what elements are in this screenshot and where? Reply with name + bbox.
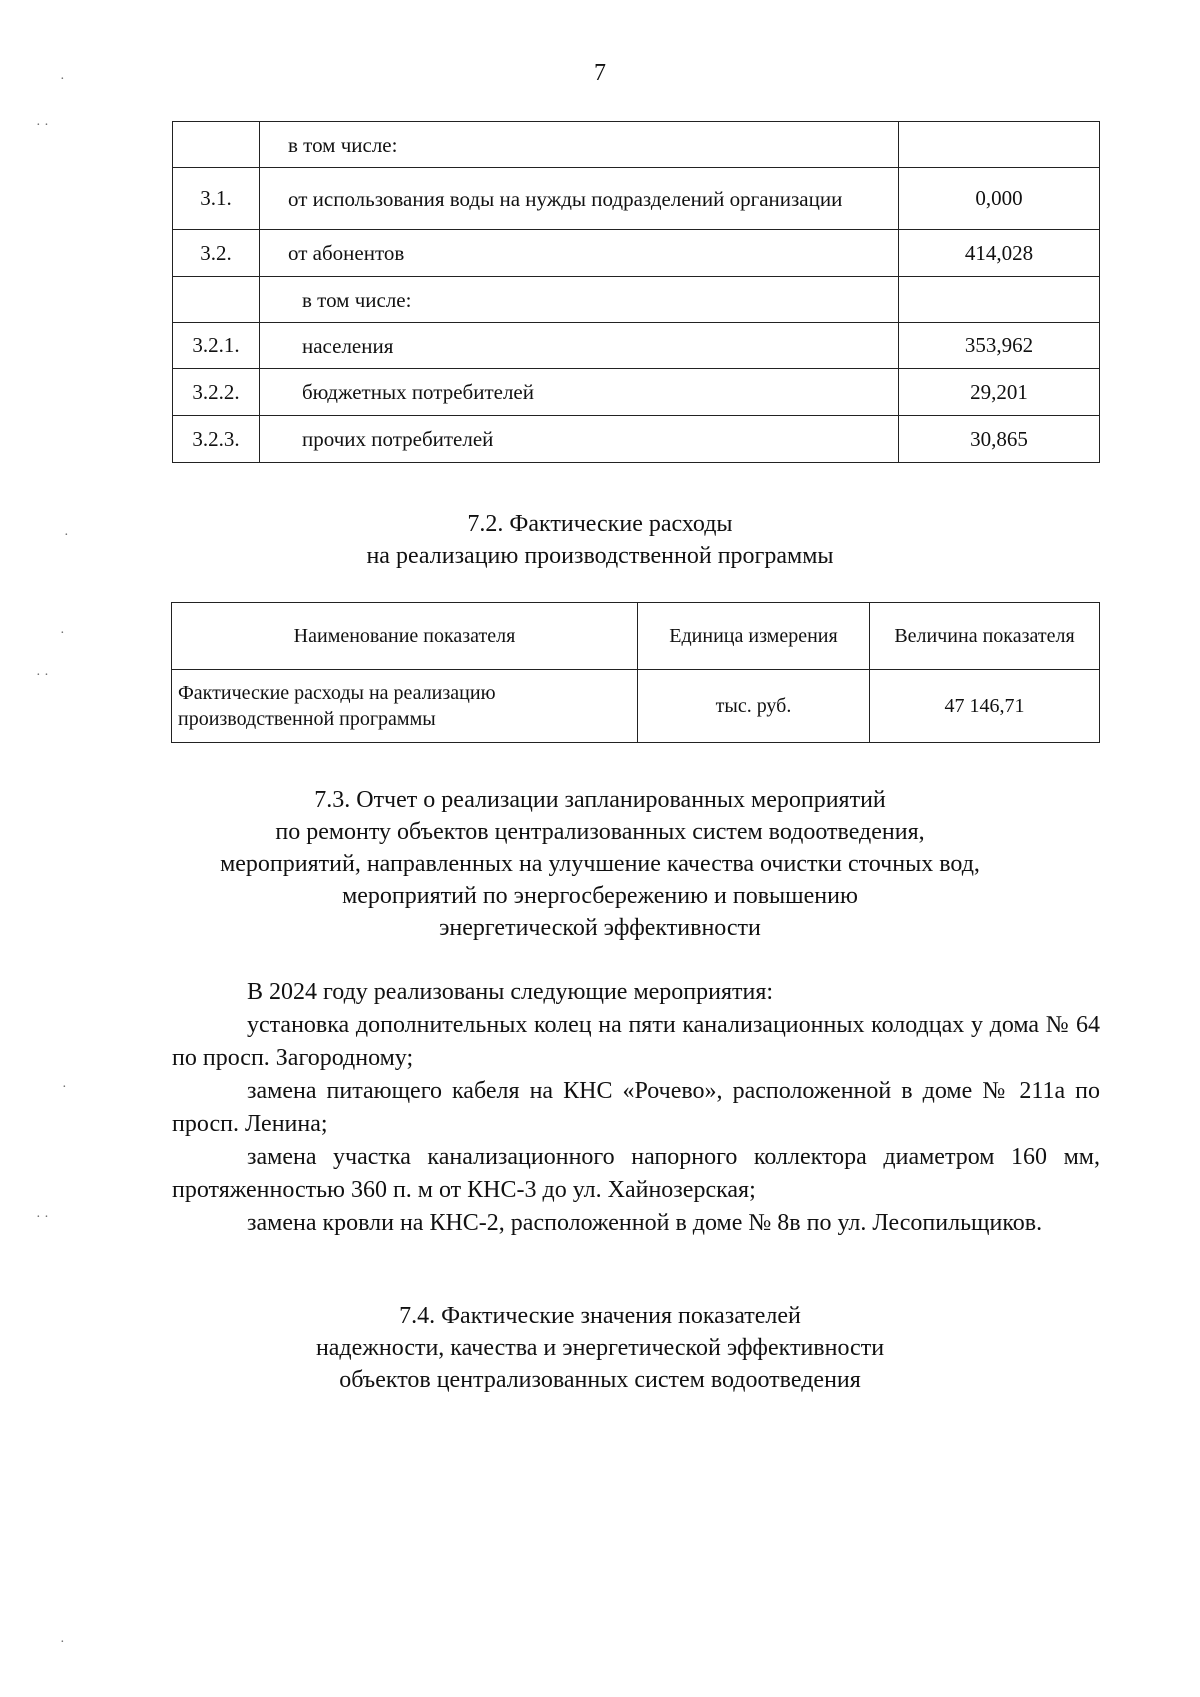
revenue-table <box>172 121 1100 463</box>
row-label: населения <box>260 323 899 369</box>
measure-item: установка дополнительных колец на пяти канализационных колодцах у дома № 64 по просп. Загородному; <box>172 1012 1100 1071</box>
row-label: от использования воды на нужды подразделений организации <box>260 168 899 230</box>
indicator-value: 47 146,71 <box>870 670 1100 743</box>
heading-line: 7.2. Фактические расходы <box>467 511 733 537</box>
heading-line: энергетической эффективности <box>439 915 761 941</box>
column-header: Величина показателя <box>870 603 1100 670</box>
scan-mark: · · <box>36 1210 49 1225</box>
table-row <box>173 122 1100 168</box>
page-number: 7 <box>594 60 606 86</box>
section-7-4-heading <box>0 1300 1200 1396</box>
scan-mark: · <box>60 1635 65 1650</box>
heading-line: мероприятий по энергосбережению и повышению <box>342 883 858 909</box>
heading-line: 7.4. Фактические значения показателей <box>399 1303 801 1329</box>
scan-mark: · · <box>36 668 49 683</box>
row-value <box>899 277 1100 323</box>
scan-mark: · <box>60 626 65 641</box>
row-label: от абонентов <box>260 230 899 277</box>
measure-item: замена участка канализационного напорного коллектора диаметром 160 мм, протяженностью 360 п. м от КНС-3 до ул. Хайнозерская; <box>172 1144 1100 1203</box>
row-number: 3.2.2. <box>173 369 260 416</box>
row-value <box>899 122 1100 168</box>
table-row <box>172 670 1100 743</box>
scan-mark: · <box>60 72 65 87</box>
column-header: Единица измерения <box>638 603 870 670</box>
row-value: 0,000 <box>899 168 1100 230</box>
indicator-name: Фактические расходы на реализацию производственной программы <box>172 670 638 743</box>
heading-line: 7.3. Отчет о реализации запланированных мероприятий <box>314 787 886 813</box>
row-number: 3.2.3. <box>173 416 260 463</box>
measure-item: замена кровли на КНС-2, расположенной в доме № 8в по ул. Лесопильщиков. <box>247 1210 1043 1236</box>
row-label: в том числе: <box>260 277 899 323</box>
row-label: в том числе: <box>260 122 899 168</box>
scan-mark: · <box>62 1080 67 1095</box>
row-number <box>173 122 260 168</box>
row-value: 30,865 <box>899 416 1100 463</box>
row-label: прочих потребителей <box>260 416 899 463</box>
measure-item: замена питающего кабеля на КНС «Рочево», расположенной в доме № 211а по просп. Ленина; <box>172 1078 1100 1137</box>
heading-line: надежности, качества и энергетической эффективности <box>315 1335 885 1361</box>
scan-mark: · · <box>36 118 49 133</box>
table-header-row <box>172 603 1100 670</box>
intro-paragraph: В 2024 году реализованы следующие мероприятия: <box>247 979 774 1005</box>
row-number: 3.1. <box>173 168 260 230</box>
table-row <box>173 416 1100 463</box>
column-header: Наименование показателя <box>172 603 638 670</box>
heading-line: на реализацию производственной программы <box>366 543 834 569</box>
scan-mark: · <box>64 528 69 543</box>
table-row <box>173 168 1100 230</box>
row-value: 414,028 <box>899 230 1100 277</box>
heading-line: по ремонту объектов централизованных систем водоотведения, <box>275 819 925 845</box>
expenses-table <box>171 602 1100 743</box>
heading-line: мероприятий, направленных на улучшение качества очистки сточных вод, <box>220 851 980 877</box>
table-row <box>173 369 1100 416</box>
row-number: 3.2.1. <box>173 323 260 369</box>
table-row <box>173 277 1100 323</box>
section-7-3-heading <box>0 784 1200 944</box>
table-row <box>173 323 1100 369</box>
row-number <box>173 277 260 323</box>
row-value: 353,962 <box>899 323 1100 369</box>
row-value: 29,201 <box>899 369 1100 416</box>
section-7-2-heading <box>0 508 1200 572</box>
row-number: 3.2. <box>173 230 260 277</box>
heading-line: объектов централизованных систем водоотведения <box>339 1367 861 1393</box>
table-row <box>173 230 1100 277</box>
row-label: бюджетных потребителей <box>260 369 899 416</box>
indicator-unit: тыс. руб. <box>638 670 870 743</box>
